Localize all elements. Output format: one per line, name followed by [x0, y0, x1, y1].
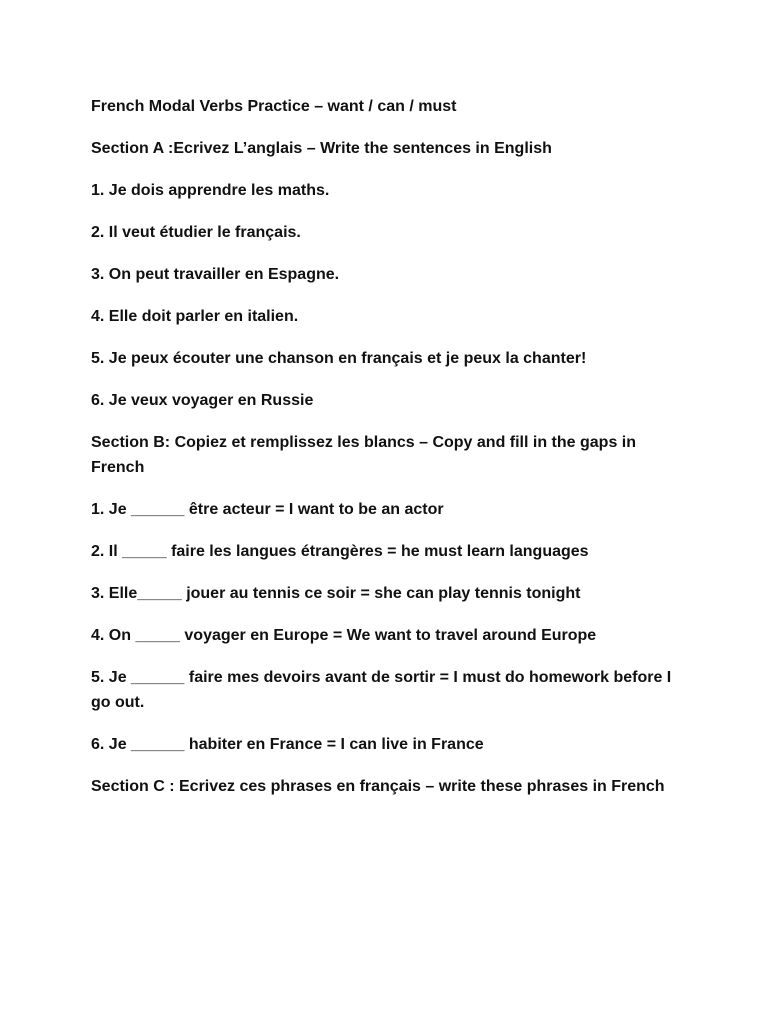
section-b-item-4: 4. On _____ voyager en Europe = We want to travel around Europe: [91, 627, 597, 644]
document-title: French Modal Verbs Practice – want / can / must: [91, 98, 457, 115]
section-b-item-3: 3. Elle_____ jouer au tennis ce soir = she can play tennis tonight: [91, 585, 581, 602]
section-b-item-1: 1. Je ______ être acteur = I want to be an actor: [91, 501, 444, 518]
section-a-item-5: 5. Je peux écouter une chanson en français et je peux la chanter!: [91, 350, 587, 367]
section-a-item-2: 2. Il veut étudier le français.: [91, 224, 301, 241]
section-b-item-5: 5. Je ______ faire mes devoirs avant de sortir = I must do homework before I go out.: [91, 669, 672, 711]
section-a-item-4: 4. Elle doit parler en italien.: [91, 308, 299, 325]
section-b-heading: Section B: Copiez et remplissez les blancs – Copy and fill in the gaps in French: [91, 434, 637, 476]
section-b-item-2: 2. Il _____ faire les langues étrangères = he must learn languages: [91, 543, 589, 560]
section-a-heading: Section A :Ecrivez L’anglais – Write the sentences in English: [91, 140, 552, 157]
section-b-item-6: 6. Je ______ habiter en France = I can live in France: [91, 736, 484, 753]
section-a-item-6: 6. Je veux voyager en Russie: [91, 392, 314, 409]
section-a-item-1: 1. Je dois apprendre les maths.: [91, 182, 330, 199]
section-a-item-3: 3. On peut travailler en Espagne.: [91, 266, 340, 283]
document-body: [91, 94, 691, 816]
section-c-heading: Section C : Ecrivez ces phrases en français – write these phrases in French: [91, 778, 665, 795]
